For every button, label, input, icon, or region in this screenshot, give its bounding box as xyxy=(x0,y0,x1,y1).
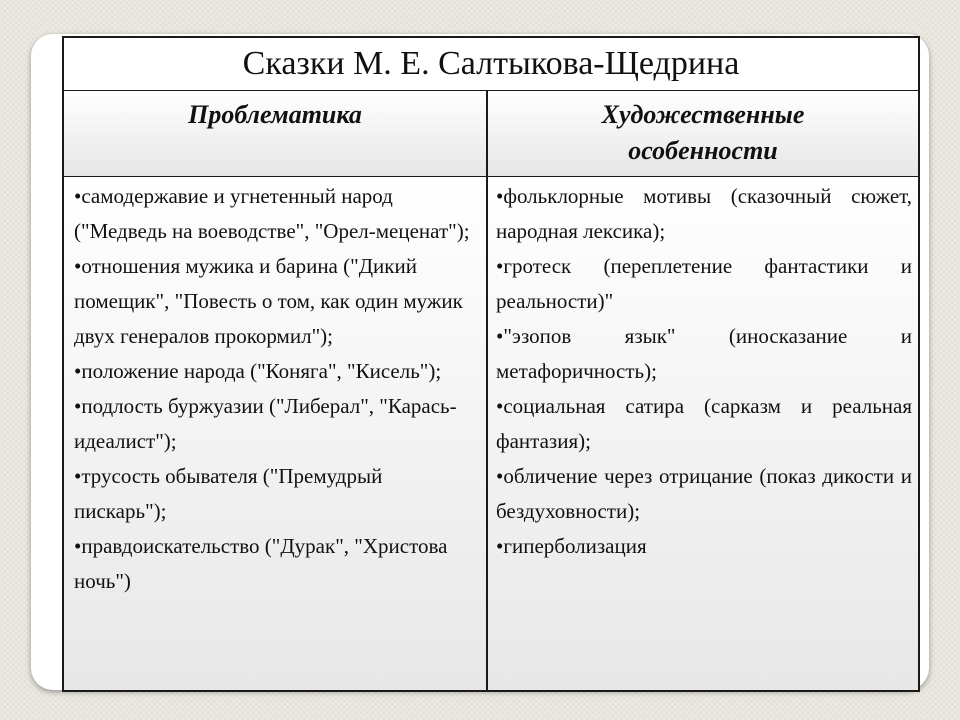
features-item: •фольклорные мотивы (сказочный сюжет, народная лексика); xyxy=(496,184,912,243)
problematics-item: •положение народа ("Коняга", "Кисель"); xyxy=(74,359,442,383)
problematics-item: •самодержавие и угнетенный народ ("Медведь на воеводстве", "Орел-меценат"); xyxy=(74,184,470,243)
features-item: •гиперболизация xyxy=(496,534,647,558)
problematics-item: •отношения мужика и барина ("Дикий помещик", "Повесть о том, как один мужик двух генералов прокормил"); xyxy=(74,254,463,348)
features-item: •обличение через отрицание (показ дикости и бездуховности); xyxy=(496,464,912,523)
body-row xyxy=(64,177,918,690)
header-row xyxy=(64,91,918,177)
problematics-item: •трусость обывателя ("Премудрый пискарь"); xyxy=(74,464,383,523)
header-artistic-features-line2: особенности xyxy=(628,136,778,165)
header-artistic-features xyxy=(488,91,918,176)
features-item: •гротеск (переплетение фантастики и реальности)" xyxy=(496,254,912,313)
problematics-item: •подлость буржуазии ("Либерал", "Карась-идеалист"); xyxy=(74,394,457,453)
table-title: Сказки М. Е. Салтыкова-Щедрина xyxy=(64,38,918,91)
features-item: •социальная сатира (сарказм и реальная фантазия); xyxy=(496,394,912,453)
column-divider xyxy=(486,91,488,690)
satire-table xyxy=(62,36,920,692)
problematics-item: •правдоискательство ("Дурак", "Христова ночь") xyxy=(74,534,448,593)
features-item: •"эзопов язык" (иносказание и метафоричность); xyxy=(496,324,912,383)
problematics-cell xyxy=(74,177,479,599)
header-artistic-features-line1: Художественные xyxy=(601,100,805,129)
header-problematics: Проблематика xyxy=(188,100,362,129)
features-cell xyxy=(496,177,912,564)
